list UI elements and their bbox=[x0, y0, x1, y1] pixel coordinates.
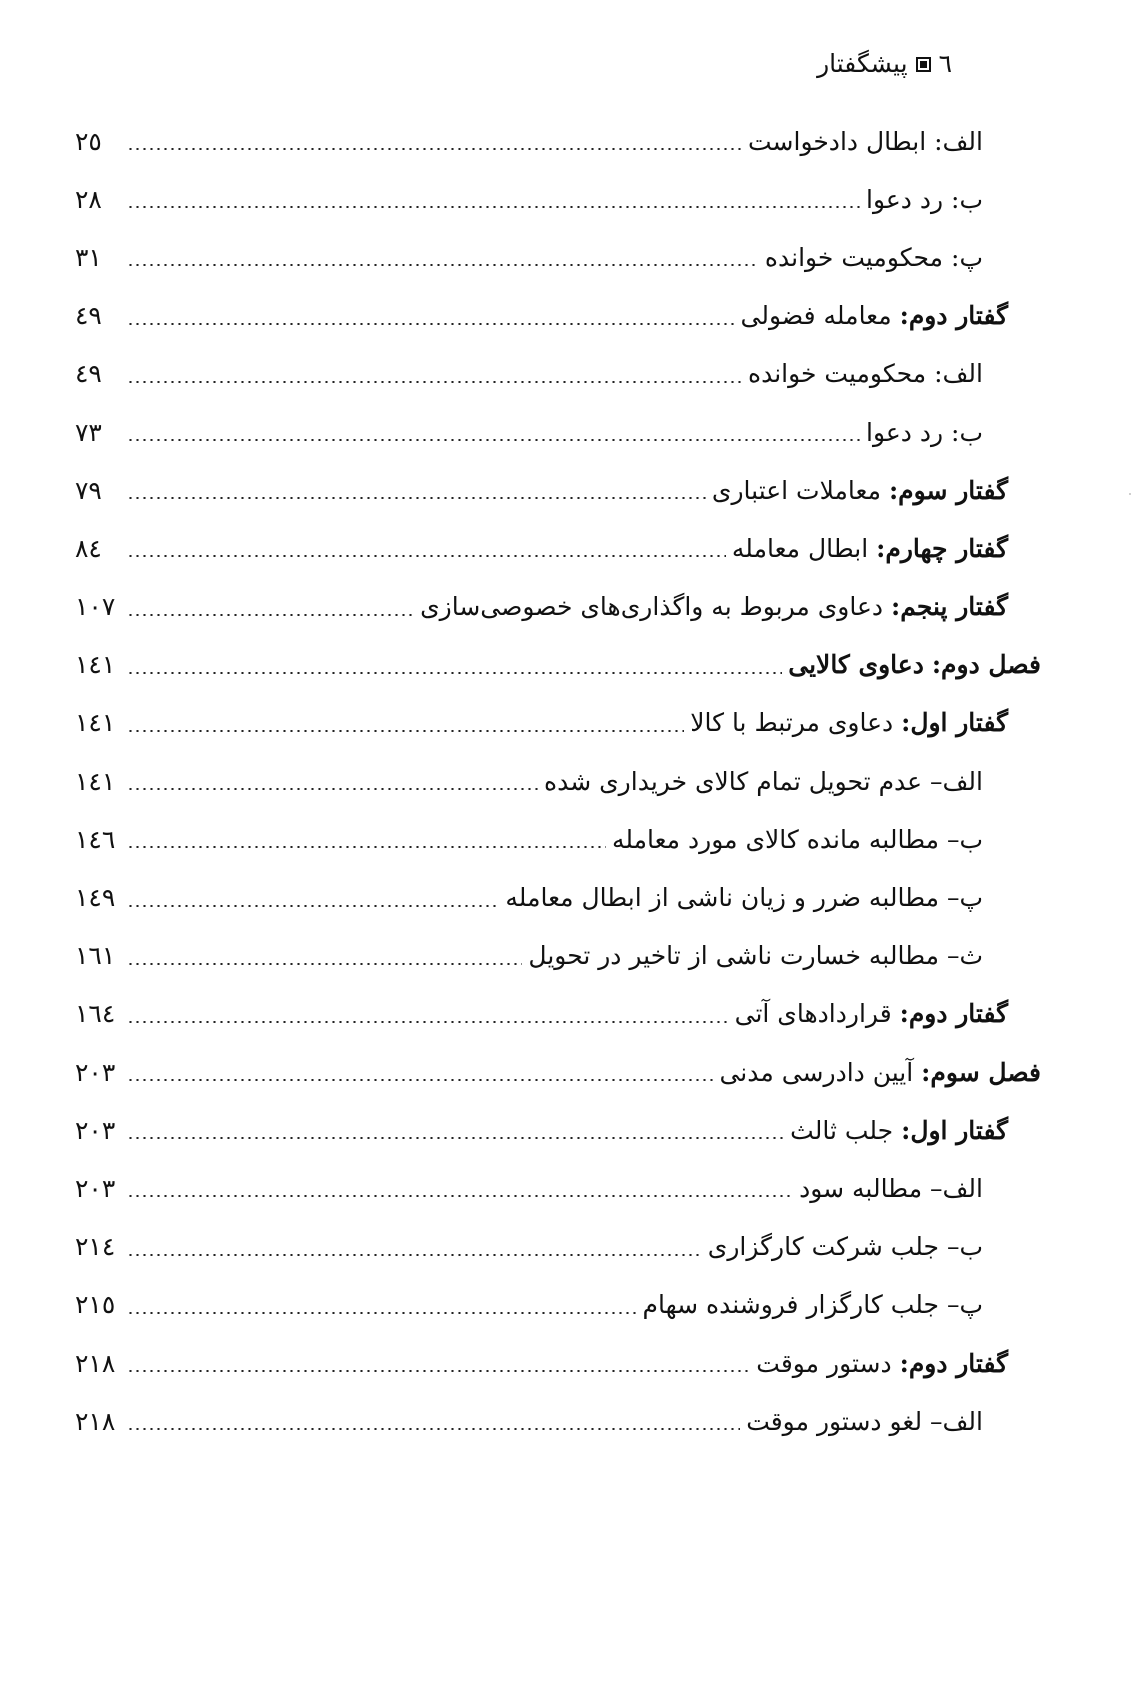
toc-entry-title: دعاوی مربوط به واگذاری‌های خصوصی‌سازی bbox=[420, 592, 884, 622]
scan-speck bbox=[1129, 493, 1131, 495]
toc-subsection-row bbox=[75, 1276, 1041, 1334]
toc-entry-text bbox=[528, 941, 983, 970]
toc-entry-title: مطالبه ضرر و زیان ناشی از ابطال معامله bbox=[505, 883, 939, 913]
toc-entry-title: مطالبه مانده کالای مورد معامله bbox=[611, 824, 939, 854]
dot-leader bbox=[127, 148, 742, 150]
toc-page-number: ٤٩ bbox=[75, 359, 102, 389]
toc-entry-title: محکومیت خوانده bbox=[747, 359, 927, 389]
toc-entry-prefix: الف– bbox=[930, 1406, 983, 1436]
toc-chapter-row bbox=[75, 636, 1041, 694]
toc-subsection-row bbox=[75, 752, 1041, 810]
toc-page-number: ١٦١ bbox=[75, 941, 116, 971]
dot-leader bbox=[127, 1137, 784, 1139]
dot-leader bbox=[127, 439, 860, 441]
toc-entry-title: معاملات اعتباری bbox=[711, 475, 881, 505]
toc-entry-prefix: ث– bbox=[946, 941, 983, 971]
dot-leader bbox=[127, 1254, 702, 1256]
toc-subsection-row bbox=[75, 403, 1041, 461]
toc-section-row bbox=[75, 985, 1041, 1043]
toc-subsection-row bbox=[75, 868, 1041, 926]
toc-page-number: ١٠٧ bbox=[75, 592, 116, 622]
dot-leader bbox=[127, 497, 706, 499]
toc-entry-title: قراردادهای آتی bbox=[734, 999, 892, 1029]
toc-subsection-row bbox=[75, 1159, 1041, 1217]
toc-entry-prefix: ب– bbox=[946, 1232, 983, 1262]
toc-page-number: ٢١٨ bbox=[75, 1406, 116, 1436]
toc-entry-text bbox=[799, 1174, 983, 1203]
toc-page-number: ١٤١ bbox=[75, 650, 116, 680]
toc-entry-prefix: الف– bbox=[930, 1173, 983, 1203]
table-of-contents bbox=[75, 112, 1041, 1450]
toc-page-number: ٢١٨ bbox=[75, 1348, 116, 1378]
square-box-icon bbox=[916, 57, 931, 72]
dot-leader bbox=[127, 381, 742, 383]
toc-entry-text bbox=[746, 1407, 983, 1436]
toc-chapter-row bbox=[75, 1043, 1041, 1101]
toc-subsection-row bbox=[75, 810, 1041, 868]
toc-entry-text bbox=[756, 1349, 1008, 1378]
toc-entry-prefix: گفتار سوم: bbox=[888, 475, 1008, 505]
toc-entry-text bbox=[420, 592, 1008, 621]
toc-page-number: ٢٨ bbox=[75, 184, 102, 214]
toc-entry-text bbox=[690, 708, 1008, 737]
toc-entry-prefix: الف: bbox=[934, 126, 983, 156]
toc-entry-text bbox=[708, 1232, 983, 1261]
dot-leader bbox=[127, 846, 606, 848]
toc-entry-text bbox=[544, 767, 983, 796]
dot-leader bbox=[127, 963, 522, 965]
toc-entry-text bbox=[748, 359, 983, 388]
toc-entry-text bbox=[866, 418, 983, 447]
toc-page-number: ١٤١ bbox=[75, 766, 116, 796]
toc-entry-title: ابطال دادخواست bbox=[748, 126, 927, 156]
toc-page-number: ١٤٩ bbox=[75, 883, 116, 913]
toc-entry-text bbox=[612, 825, 983, 854]
toc-subsection-row bbox=[75, 228, 1041, 286]
toc-entry-prefix: فصل سوم: bbox=[921, 1057, 1041, 1087]
toc-entry-title: آیین دادرسی مدنی bbox=[719, 1057, 914, 1087]
toc-entry-prefix: گفتار چهارم: bbox=[876, 533, 1008, 563]
toc-subsection-row bbox=[75, 112, 1041, 170]
toc-entry-title: دعاوی کالایی bbox=[788, 650, 924, 680]
toc-entry-title: لغو دستور موقت bbox=[746, 1406, 923, 1436]
toc-entry-text bbox=[765, 243, 983, 272]
toc-entry-prefix: فصل دوم: bbox=[931, 650, 1041, 680]
dot-leader bbox=[127, 730, 684, 732]
toc-page-number: ٢٠٣ bbox=[75, 1057, 116, 1087]
toc-entry-title: جلب کارگزار فروشنده سهام bbox=[642, 1290, 939, 1320]
toc-page-number: ٢٠٣ bbox=[75, 1173, 116, 1203]
toc-entry-title: جلب ثالث bbox=[790, 1115, 894, 1145]
toc-subsection-row bbox=[75, 927, 1041, 985]
toc-entry-prefix: گفتار اول: bbox=[901, 708, 1008, 738]
toc-entry-text bbox=[719, 1058, 1041, 1087]
toc-entry-text bbox=[732, 534, 1008, 563]
toc-section-row bbox=[75, 694, 1041, 752]
toc-page-number: ٢١٤ bbox=[75, 1232, 116, 1262]
toc-section-row bbox=[75, 461, 1041, 519]
toc-page-number: ٢٥ bbox=[75, 126, 102, 156]
toc-entry-text bbox=[866, 185, 983, 214]
toc-entry-title: مطالبه سود bbox=[799, 1173, 923, 1203]
dot-leader bbox=[127, 1312, 636, 1314]
toc-entry-title: معامله فضولی bbox=[740, 301, 892, 331]
toc-entry-title: دعاوی مرتبط با کالا bbox=[690, 708, 894, 738]
dot-leader bbox=[127, 1079, 713, 1081]
toc-section-row bbox=[75, 287, 1041, 345]
toc-page-number: ٨٤ bbox=[75, 533, 102, 563]
toc-entry-title: عدم تحویل تمام کالای خریداری شده bbox=[544, 766, 923, 796]
toc-entry-title: مطالبه خسارت ناشی از تاخیر در تحویل bbox=[528, 941, 939, 971]
toc-entry-title: دستور موقت bbox=[756, 1348, 892, 1378]
toc-page-number: ٢٠٣ bbox=[75, 1115, 116, 1145]
toc-entry-text bbox=[712, 476, 1008, 505]
toc-entry-text bbox=[741, 301, 1008, 330]
toc-entry-title: محکومیت خوانده bbox=[764, 242, 944, 272]
toc-entry-prefix: ب: bbox=[951, 184, 983, 214]
toc-entry-text bbox=[735, 999, 1008, 1028]
dot-leader bbox=[127, 206, 860, 208]
toc-page-number: ١٦٤ bbox=[75, 999, 116, 1029]
toc-entry-title: رد دعوا bbox=[866, 417, 944, 447]
toc-entry-prefix: ب: bbox=[951, 417, 983, 447]
header-page-number: ٦ bbox=[938, 49, 952, 78]
running-header bbox=[817, 44, 952, 84]
toc-section-row bbox=[75, 578, 1041, 636]
toc-page-number: ١٤٦ bbox=[75, 824, 116, 854]
toc-page-number: ٣١ bbox=[75, 242, 102, 272]
toc-entry-prefix: گفتار دوم: bbox=[899, 1348, 1008, 1378]
toc-page-number: ٢١٥ bbox=[75, 1290, 116, 1320]
toc-entry-prefix: الف: bbox=[934, 359, 983, 389]
toc-entry-prefix: ب– bbox=[946, 824, 983, 854]
dot-leader bbox=[127, 264, 759, 266]
toc-entry-prefix: گفتار دوم: bbox=[899, 301, 1008, 331]
toc-entry-title: ابطال معامله bbox=[731, 533, 869, 563]
dot-leader bbox=[127, 1195, 793, 1197]
dot-leader bbox=[127, 555, 726, 557]
toc-subsection-row bbox=[75, 170, 1041, 228]
toc-entry-prefix: الف– bbox=[930, 766, 983, 796]
toc-entry-title: جلب شرکت کارگزاری bbox=[707, 1232, 939, 1262]
toc-entry-prefix: پ: bbox=[951, 242, 983, 272]
toc-page-number: ٤٩ bbox=[75, 301, 102, 331]
dot-leader bbox=[127, 905, 499, 907]
toc-entry-prefix: گفتار اول: bbox=[901, 1115, 1008, 1145]
toc-page-number: ٧٣ bbox=[75, 417, 102, 447]
toc-section-row bbox=[75, 519, 1041, 577]
toc-entry-text bbox=[505, 883, 983, 912]
dot-leader bbox=[127, 1370, 750, 1372]
header-title: پیشگفتار bbox=[817, 49, 908, 78]
toc-subsection-row bbox=[75, 345, 1041, 403]
toc-subsection-row bbox=[75, 1218, 1041, 1276]
toc-entry-text bbox=[788, 650, 1041, 679]
toc-entry-prefix: گفتار پنجم: bbox=[891, 592, 1008, 622]
dot-leader bbox=[127, 788, 538, 790]
toc-entry-prefix: پ– bbox=[946, 883, 983, 913]
dot-leader bbox=[127, 1021, 729, 1023]
toc-section-row bbox=[75, 1101, 1041, 1159]
toc-entry-text bbox=[790, 1116, 1008, 1145]
dot-leader bbox=[127, 672, 782, 674]
dot-leader bbox=[127, 323, 735, 325]
toc-entry-prefix: پ– bbox=[946, 1290, 983, 1320]
toc-page-number: ١٤١ bbox=[75, 708, 116, 738]
toc-entry-title: رد دعوا bbox=[866, 184, 944, 214]
toc-entry-text bbox=[642, 1290, 983, 1319]
dot-leader bbox=[127, 1428, 740, 1430]
toc-subsection-row bbox=[75, 1392, 1041, 1450]
toc-section-row bbox=[75, 1334, 1041, 1392]
toc-entry-prefix: گفتار دوم: bbox=[899, 999, 1008, 1029]
dot-leader bbox=[127, 614, 414, 616]
toc-page-number: ٧٩ bbox=[75, 475, 102, 505]
toc-entry-text bbox=[748, 127, 983, 156]
